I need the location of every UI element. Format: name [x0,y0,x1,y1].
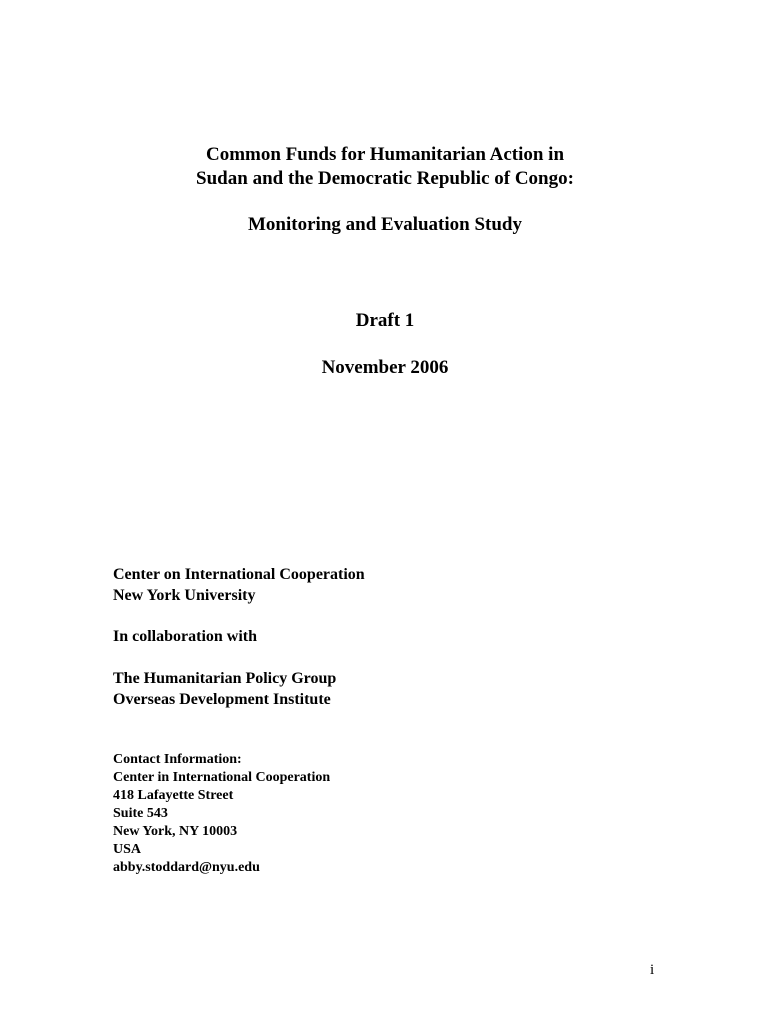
partner-block [113,668,336,710]
organization-block [113,564,365,606]
contact-heading: Contact Information: [113,752,242,767]
contact-city: New York, NY 10003 [113,824,238,839]
contact-information [113,751,330,877]
contact-email: abby.stoddard@nyu.edu [113,860,260,875]
document-date [0,356,770,380]
subtitle-text: Monitoring and Evaluation Study [248,214,522,235]
collaboration-label [113,626,257,647]
contact-street: 418 Lafayette Street [113,788,234,803]
document-title [0,143,770,191]
contact-country: USA [113,842,142,857]
document-subtitle [0,213,770,237]
contact-suite: Suite 543 [113,806,168,821]
draft-label [0,309,770,333]
page-number: i [650,962,655,978]
collaboration-text: In collaboration with [113,628,258,645]
partner-line-2: Overseas Development Institute [113,691,331,708]
organization-line-1: Center on International Cooperation [113,566,365,583]
draft-text: Draft 1 [355,310,415,331]
date-text: November 2006 [321,357,449,378]
title-line-2: Sudan and the Democratic Republic of Congo: [196,168,574,189]
organization-line-2: New York University [113,587,256,604]
contact-org: Center in International Cooperation [113,770,331,785]
partner-line-1: The Humanitarian Policy Group [113,670,337,687]
title-line-1: Common Funds for Humanitarian Action in [205,144,565,165]
